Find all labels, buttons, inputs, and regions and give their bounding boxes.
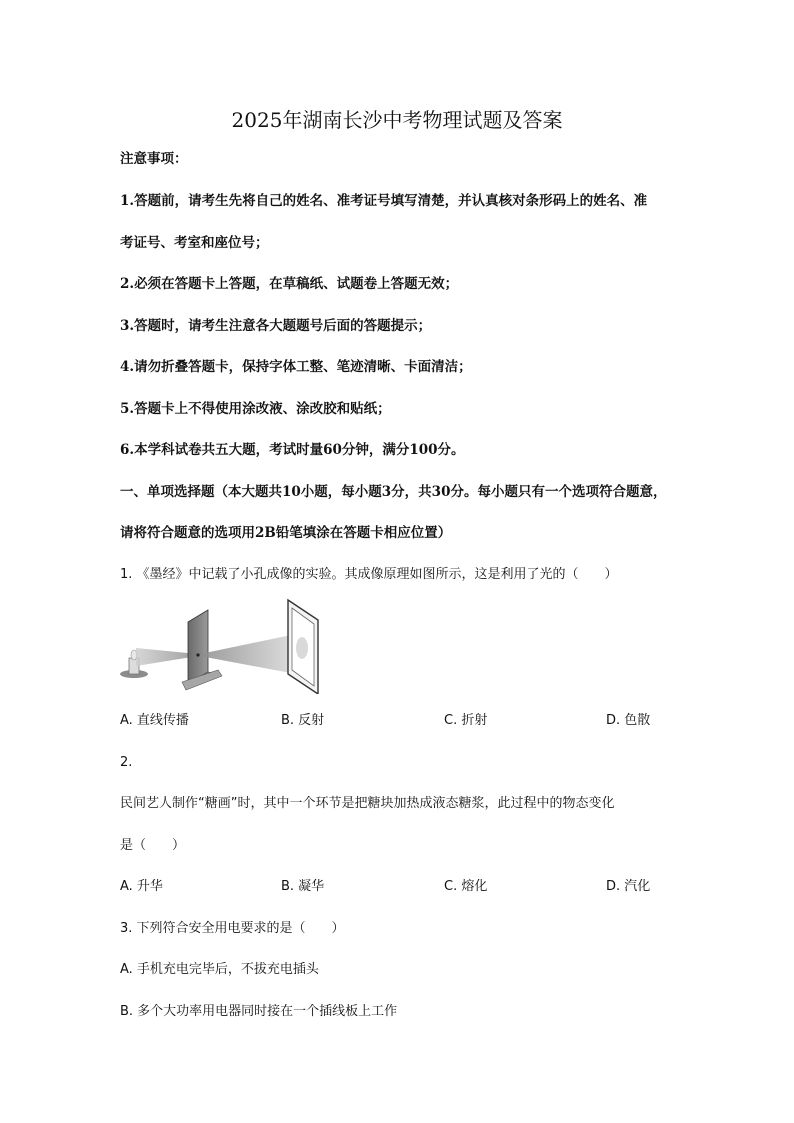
question-1-option-b: B. 反射 [281,713,325,728]
question-3-option-b: B. 多个大功率用电器同时接在一个插线板上工作 [120,1004,398,1019]
notice-item: 5.答题卡上不得使用涂改液、涂改胶和贴纸； [120,401,391,417]
notice-item: 4.请勿折叠答题卡，保持字体工整、笔迹清晰、卡面清洁； [120,359,472,375]
page-title: 2025年湖南长沙中考物理试题及答案 [231,108,563,132]
question-1-option-d: D. 色散 [606,713,651,728]
question-2-option-a: A. 升华 [120,879,163,894]
notice-item: 6.本学科试卷共五大题，考试时量60分钟，满分100分。 [120,442,465,458]
question-3-option-a: A. 手机充电完毕后，不拔充电插头 [120,962,319,977]
notice-item: 1.答题前，请考生先将自己的姓名、准考证号填写清楚，并认真核对条形码上的姓名、准 [120,193,648,209]
notice-heading: 注意事项： [120,151,188,167]
question-2-number: 2. [120,755,133,770]
question-2-stem: 民间艺人制作“糖画”时，其中一个环节是把糖块加热成液态糖浆，此过程中的物态变化 [120,796,615,811]
question-3-stem: 3. 下列符合安全用电要求的是（ ） [120,921,345,936]
question-2-stem-cont: 是（ ） [120,838,186,853]
section-heading-cont: 请将符合题意的选项用2B铅笔填涂在答题卡相应位置） [120,525,452,541]
question-2-option-b: B. 凝华 [281,879,325,894]
notice-item: 3.答题时，请考生注意各大题题号后面的答题提示； [120,318,432,334]
notice-item: 2.必须在答题卡上答题，在草稿纸、试题卷上答题无效； [120,276,459,292]
notice-item: 考证号、考室和座位号； [120,235,269,251]
question-2-option-c: C. 熔化 [444,879,488,894]
section-heading: 一、单项选择题（本大题共10小题，每小题3分，共30分。每小题只有一个选项符合题意， [120,484,667,500]
question-2-option-d: D. 汽化 [606,879,651,894]
pinhole-camera-figure [118,598,328,694]
question-1-option-a: A. 直线传播 [120,713,189,728]
question-1-option-c: C. 折射 [444,713,488,728]
question-1-stem: 1. 《墨经》中记载了小孔成像的实验。其成像原理如图所示，这是利用了光的（ ） [120,567,618,582]
